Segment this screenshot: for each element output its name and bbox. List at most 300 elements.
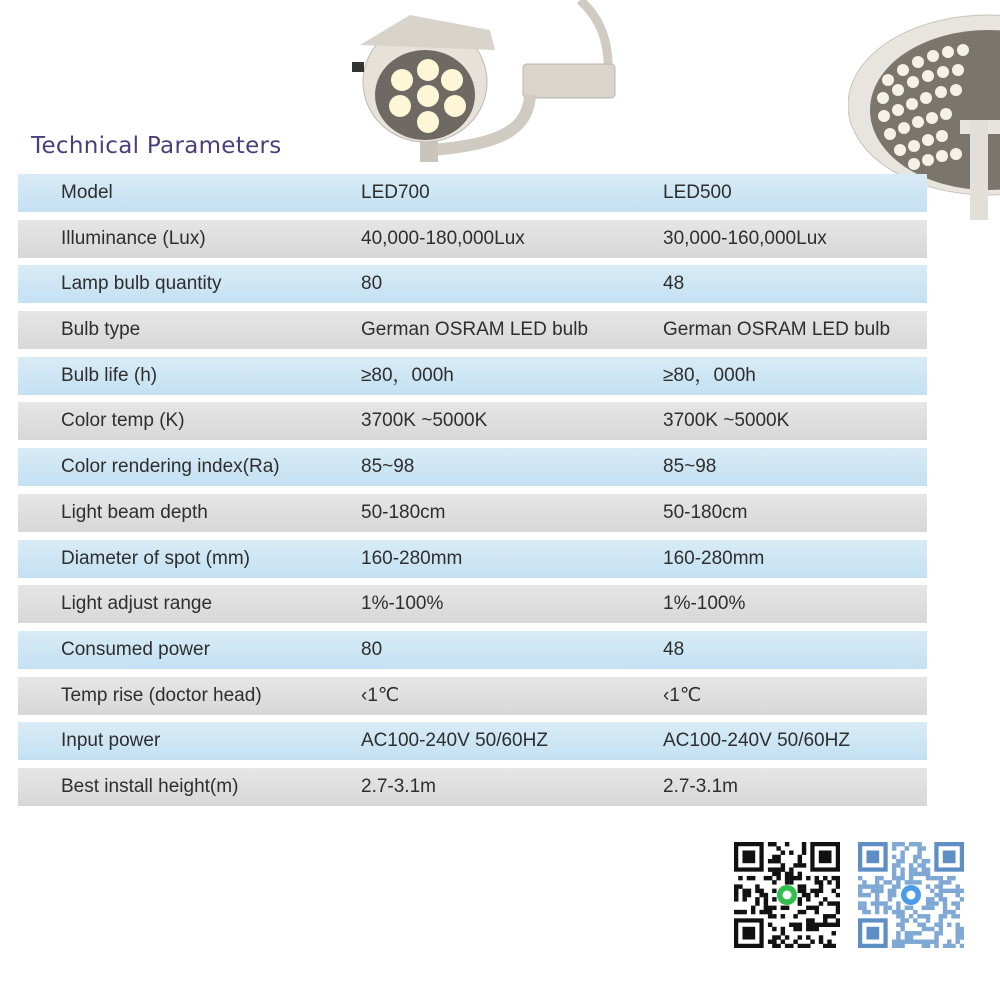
led700-value: 2.7-3.1m — [361, 775, 436, 797]
qr-module — [836, 893, 840, 897]
qr-module — [939, 889, 943, 893]
led700-value: 85~98 — [361, 456, 415, 478]
table-row — [18, 265, 927, 303]
qr-module — [772, 940, 776, 944]
qr-module — [939, 880, 943, 884]
whatsapp-qr-code[interactable] — [734, 842, 840, 948]
led500-value: AC100-240V 50/60HZ — [663, 730, 850, 752]
qr-module — [892, 889, 896, 893]
qr-module — [956, 893, 960, 897]
qr-module — [862, 910, 866, 914]
qr-module — [951, 914, 955, 918]
qr-module — [909, 876, 913, 880]
surgical-lamp-small-image — [340, 0, 630, 170]
qr-module — [883, 906, 887, 910]
qr-module — [806, 906, 810, 910]
qr-module — [922, 863, 926, 867]
qr-module — [785, 872, 789, 876]
qr-module — [751, 910, 755, 914]
qr-finder-pattern — [736, 844, 761, 869]
qr-module — [892, 867, 896, 871]
qr-module — [776, 859, 780, 863]
qr-module — [798, 889, 802, 893]
qr-module — [926, 914, 930, 918]
qr-module — [815, 889, 819, 893]
qr-module — [900, 876, 904, 880]
qr-module — [742, 897, 746, 901]
qr-module — [827, 923, 831, 927]
qr-module — [823, 897, 827, 901]
led700-value: 160-280mm — [361, 547, 463, 569]
led500-value: 160-280mm — [663, 547, 765, 569]
qr-module — [926, 940, 930, 944]
qr-module — [819, 923, 823, 927]
qr-module — [896, 931, 900, 935]
qr-module — [917, 880, 921, 884]
qr-module — [900, 850, 904, 854]
qr-finder-pattern — [812, 844, 837, 869]
qr-module — [939, 931, 943, 935]
qr-module — [896, 940, 900, 944]
qr-module — [815, 923, 819, 927]
qr-module — [755, 884, 759, 888]
param-label: Temp rise (doctor head) — [61, 684, 262, 706]
qr-module — [896, 880, 900, 884]
qr-module — [896, 923, 900, 927]
qr-module — [815, 876, 819, 880]
qr-module — [866, 893, 870, 897]
qr-module — [802, 863, 806, 867]
qr-module — [896, 884, 900, 888]
led500-value: 3700K ~5000K — [663, 410, 790, 432]
qr-module — [896, 935, 900, 939]
qr-module — [934, 901, 938, 905]
qr-module — [913, 910, 917, 914]
qr-module — [951, 901, 955, 905]
qr-module — [858, 884, 862, 888]
qr-module — [742, 893, 746, 897]
qr-module — [789, 872, 793, 876]
qr-module — [896, 863, 900, 867]
param-label: Color temp (K) — [61, 410, 185, 432]
qr-module — [798, 944, 802, 948]
qr-module — [819, 880, 823, 884]
qr-module — [905, 846, 909, 850]
qr-module — [956, 927, 960, 931]
qr-module — [909, 906, 913, 910]
qr-module — [896, 876, 900, 880]
qr-module — [951, 876, 955, 880]
qr-module — [909, 872, 913, 876]
qr-module — [768, 906, 772, 910]
qr-module — [738, 910, 742, 914]
qr-module — [926, 859, 930, 863]
qr-module — [875, 901, 879, 905]
qr-module — [772, 914, 776, 918]
qr-module — [768, 940, 772, 944]
qr-module — [934, 944, 938, 948]
qr-module — [742, 889, 746, 893]
qr-module — [934, 923, 938, 927]
led500-value: 50-180cm — [663, 501, 748, 523]
qr-finder-pattern — [736, 920, 761, 945]
table-row — [18, 677, 927, 715]
qr-module — [810, 889, 814, 893]
qr-module — [806, 927, 810, 931]
qr-module — [922, 914, 926, 918]
qr-module — [832, 944, 836, 948]
qr-module — [776, 846, 780, 850]
qr-module — [960, 935, 964, 939]
qr-module — [926, 897, 930, 901]
qr-module — [875, 889, 879, 893]
qr-module — [900, 872, 904, 876]
qr-module — [785, 906, 789, 910]
qr-module — [960, 927, 964, 931]
qr-module — [879, 901, 883, 905]
qr-module — [734, 893, 738, 897]
qr-module — [789, 867, 793, 871]
qr-module — [888, 897, 892, 901]
led700-value: ≥80，000h — [361, 364, 454, 386]
table-row — [18, 631, 927, 669]
qr-module — [832, 914, 836, 918]
qr-module — [956, 901, 960, 905]
qr-module — [768, 910, 772, 914]
qr-module — [768, 859, 772, 863]
qr-module — [883, 880, 887, 884]
qr-module — [939, 918, 943, 922]
qr-module — [858, 901, 862, 905]
qr-module — [819, 940, 823, 944]
qr-module — [947, 923, 951, 927]
qr-module — [781, 931, 785, 935]
table-row — [18, 174, 927, 212]
qr-module — [734, 884, 738, 888]
qr-module — [900, 944, 904, 948]
qr-module — [930, 906, 934, 910]
qr-module — [896, 944, 900, 948]
qr-module — [875, 910, 879, 914]
qr-module — [883, 910, 887, 914]
qr-module — [764, 876, 768, 880]
qr-module — [939, 914, 943, 918]
qr-module — [836, 876, 840, 880]
whatsapp-icon-glyph — [783, 891, 792, 900]
qr-module — [862, 880, 866, 884]
qr-module — [798, 923, 802, 927]
qr-module — [827, 944, 831, 948]
led700-value: 40,000-180,000Lux — [361, 227, 525, 249]
qr-module — [768, 914, 772, 918]
qr-module — [943, 880, 947, 884]
qr-module — [798, 859, 802, 863]
qr-module — [836, 901, 840, 905]
qr-module — [858, 889, 862, 893]
table-row — [18, 402, 927, 440]
led700-value: 80 — [361, 273, 383, 295]
qr-module — [892, 884, 896, 888]
qr-module — [939, 884, 943, 888]
qr-module — [879, 889, 883, 893]
qr-module — [776, 944, 780, 948]
qr-module — [922, 859, 926, 863]
qr-module — [892, 863, 896, 867]
qr-module — [742, 910, 746, 914]
qr-module — [798, 872, 802, 876]
qr-module — [836, 880, 840, 884]
qr-module — [875, 876, 879, 880]
qr-module — [815, 906, 819, 910]
param-label: Model — [61, 182, 113, 203]
qr-module — [768, 876, 772, 880]
qr-module — [956, 889, 960, 893]
qr-module — [909, 940, 913, 944]
qr-module — [939, 927, 943, 931]
qr-module — [896, 914, 900, 918]
qr-module — [917, 842, 921, 846]
qr-module — [892, 846, 896, 850]
qr-module — [836, 906, 840, 910]
qr-module — [892, 842, 896, 846]
qr-module — [956, 931, 960, 935]
qr-module — [776, 855, 780, 859]
qr-module — [875, 897, 879, 901]
qr-module — [806, 918, 810, 922]
qr-module — [768, 867, 772, 871]
qr-module — [832, 889, 836, 893]
led500-value: 1%-100% — [663, 593, 746, 615]
table-row — [18, 220, 927, 258]
qr-module — [798, 897, 802, 901]
param-label: Diameter of spot (mm) — [61, 547, 250, 569]
qr-module — [819, 901, 823, 905]
qr-module — [934, 931, 938, 935]
qr-module — [785, 944, 789, 948]
qr-module — [802, 884, 806, 888]
qr-module — [913, 940, 917, 944]
qr-module — [806, 876, 810, 880]
qr-module — [939, 923, 943, 927]
qr-module — [943, 906, 947, 910]
qr-module — [922, 867, 926, 871]
qr-module — [768, 923, 772, 927]
qr-module — [772, 859, 776, 863]
qr-module — [922, 940, 926, 944]
qr-module — [798, 910, 802, 914]
qr-module — [956, 935, 960, 939]
qr-module — [802, 910, 806, 914]
qr-module — [960, 931, 964, 935]
qr-module — [892, 940, 896, 944]
led700-value: AC100-240V 50/60HZ — [361, 730, 548, 752]
qr-module — [823, 914, 827, 918]
qr-module — [875, 906, 879, 910]
qr-module — [926, 944, 930, 948]
qr-module — [956, 940, 960, 944]
param-label: Lamp bulb quantity — [61, 273, 222, 295]
table-row — [18, 768, 927, 806]
qr-module — [798, 884, 802, 888]
qr-module — [896, 906, 900, 910]
table-row — [18, 311, 927, 349]
wechat-icon-glyph — [907, 891, 916, 900]
qr-module — [930, 889, 934, 893]
qr-module — [823, 918, 827, 922]
led700-value: LED700 — [361, 182, 430, 203]
param-label: Input power — [61, 730, 161, 752]
qr-module — [913, 931, 917, 935]
qr-module — [751, 876, 755, 880]
qr-module — [798, 901, 802, 905]
led700-value: 80 — [361, 638, 383, 660]
qr-module — [789, 876, 793, 880]
qr-module — [900, 910, 904, 914]
qr-module — [802, 850, 806, 854]
qr-module — [802, 846, 806, 850]
qr-module — [827, 901, 831, 905]
qr-module — [793, 923, 797, 927]
qr-module — [930, 927, 934, 931]
qr-module — [917, 846, 921, 850]
qr-module — [866, 884, 870, 888]
qr-module — [905, 906, 909, 910]
qr-module — [909, 931, 913, 935]
qr-module — [755, 889, 759, 893]
qr-module — [798, 935, 802, 939]
qr-module — [798, 927, 802, 931]
qr-module — [815, 880, 819, 884]
qr-module — [896, 859, 900, 863]
qr-module — [943, 944, 947, 948]
qr-module — [802, 842, 806, 846]
qr-module — [913, 872, 917, 876]
qr-module — [922, 846, 926, 850]
qr-module — [781, 850, 785, 854]
qr-module — [862, 884, 866, 888]
qr-module — [951, 910, 955, 914]
qr-module — [943, 910, 947, 914]
qr-module — [776, 876, 780, 880]
qr-module — [806, 944, 810, 948]
qr-module — [947, 876, 951, 880]
qr-module — [772, 935, 776, 939]
qr-module — [819, 889, 823, 893]
qr-module — [772, 897, 776, 901]
qr-module — [785, 880, 789, 884]
qr-module — [922, 944, 926, 948]
qr-module — [943, 901, 947, 905]
qr-module — [888, 893, 892, 897]
qr-module — [892, 872, 896, 876]
qr-module — [913, 867, 917, 871]
qr-module — [793, 927, 797, 931]
qr-module — [951, 944, 955, 948]
qr-module — [875, 884, 879, 888]
qr-module — [819, 935, 823, 939]
qr-module — [793, 876, 797, 880]
qr-module — [810, 940, 814, 944]
param-label: Best install height(m) — [61, 775, 239, 797]
qr-module — [871, 884, 875, 888]
qr-module — [917, 923, 921, 927]
qr-module — [922, 923, 926, 927]
qr-module — [900, 867, 904, 871]
qr-module — [892, 855, 896, 859]
qr-module — [934, 876, 938, 880]
qr-module — [781, 906, 785, 910]
led700-value: German OSRAM LED bulb — [361, 319, 589, 341]
qr-module — [819, 884, 823, 888]
qr-module — [772, 855, 776, 859]
param-label: Light adjust range — [61, 593, 213, 615]
qr-module — [905, 940, 909, 944]
qr-module — [836, 884, 840, 888]
qr-module — [747, 876, 751, 880]
qr-module — [802, 893, 806, 897]
qr-module — [832, 923, 836, 927]
param-label: Consumed power — [61, 638, 210, 660]
qr-module — [785, 876, 789, 880]
qr-module — [900, 842, 904, 846]
qr-module — [956, 884, 960, 888]
qr-module — [875, 880, 879, 884]
qr-module — [909, 867, 913, 871]
qr-module — [772, 867, 776, 871]
qr-module — [772, 944, 776, 948]
qr-module — [764, 910, 768, 914]
qr-module — [934, 893, 938, 897]
qr-module — [751, 906, 755, 910]
qr-module — [772, 880, 776, 884]
qr-module — [802, 944, 806, 948]
led500-value: 85~98 — [663, 456, 717, 478]
qr-module — [934, 884, 938, 888]
qr-module — [772, 927, 776, 931]
qr-module — [956, 914, 960, 918]
qr-module — [922, 872, 926, 876]
qr-module — [892, 910, 896, 914]
qr-module — [896, 842, 900, 846]
qr-module — [926, 876, 930, 880]
qr-module — [909, 914, 913, 918]
qr-module — [888, 889, 892, 893]
table-row — [18, 357, 927, 395]
qr-module — [939, 893, 943, 897]
qr-module — [827, 914, 831, 918]
qr-module — [917, 931, 921, 935]
qr-module — [926, 901, 930, 905]
qr-module — [759, 889, 763, 893]
qr-module — [764, 897, 768, 901]
qr-module — [879, 876, 883, 880]
qr-module — [806, 893, 810, 897]
qr-module — [926, 927, 930, 931]
qr-module — [776, 935, 780, 939]
qr-module — [785, 935, 789, 939]
qr-module — [956, 906, 960, 910]
qr-module — [943, 914, 947, 918]
qr-module — [892, 876, 896, 880]
qr-module — [789, 880, 793, 884]
qr-module — [913, 855, 917, 859]
qr-module — [734, 889, 738, 893]
qr-module — [827, 940, 831, 944]
qr-module — [926, 918, 930, 922]
qr-module — [922, 927, 926, 931]
param-label: Light beam depth — [61, 501, 208, 523]
wechat-qr-code[interactable] — [858, 842, 964, 948]
